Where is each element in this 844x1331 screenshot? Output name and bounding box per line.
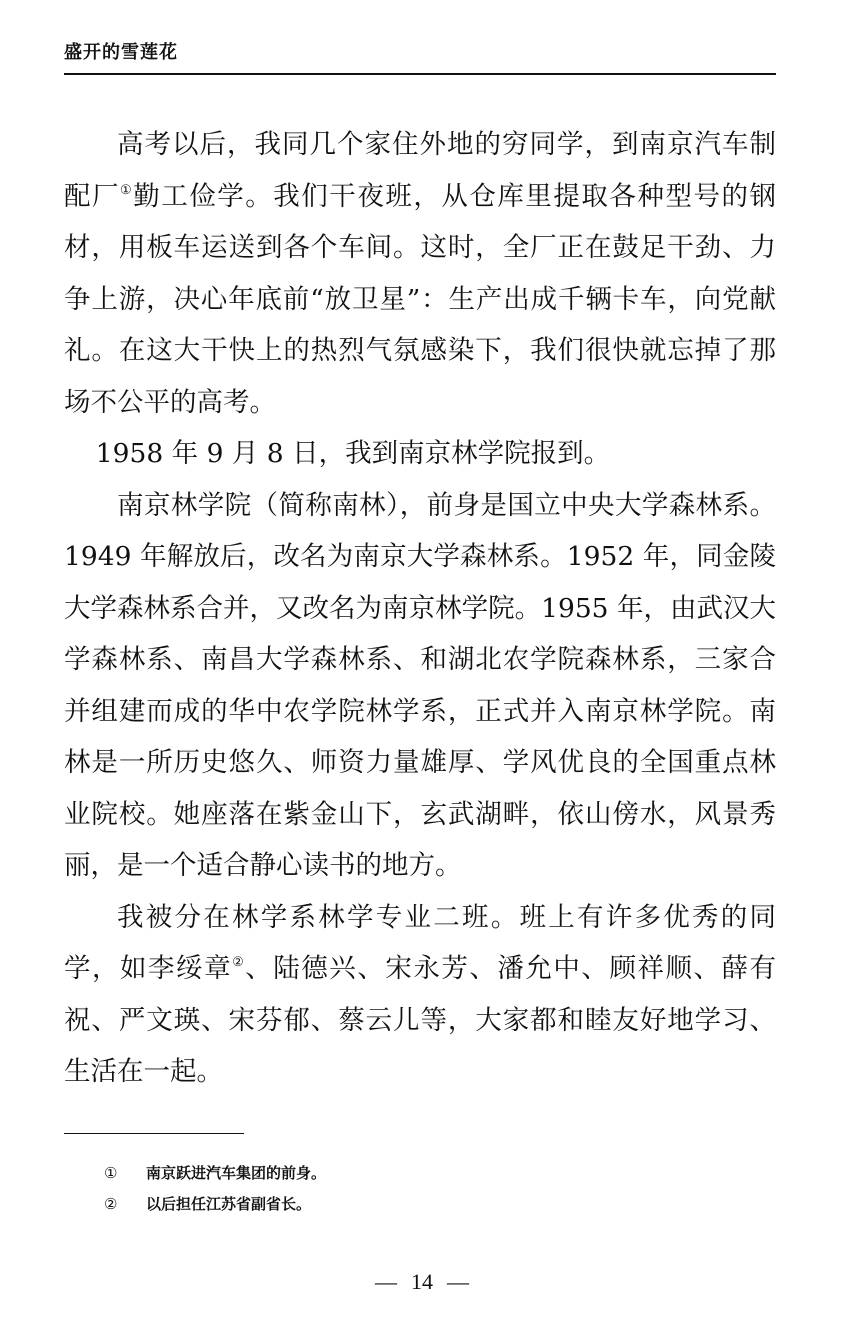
- header-rule: [64, 73, 776, 75]
- paragraph: [64, 892, 776, 1098]
- page-number-value: 14: [411, 1269, 433, 1294]
- footnote: [104, 1189, 764, 1220]
- footnote-number: ②: [104, 1195, 118, 1213]
- footnote-number: ①: [104, 1164, 118, 1182]
- paragraph-text: 勤工俭学。我们干夜班，从仓库里提取各种型号的钢材，用板车运送到各个车间。这时，全厂正在鼓足干劲、力争上游，决心年底前“放卫星”：生产出成千辆卡车，向党献礼。在这大干快上的热烈气氛感染下，我们很快就忘掉了那场不公平的高考。: [64, 180, 777, 418]
- page-number-dash: —: [375, 1269, 397, 1294]
- paragraph-text: 高考以后，我同几个家住外地的穷同学，到南京汽车制配厂: [64, 129, 776, 212]
- paragraph: 1958 年 9 月 8 日，我到南京林学院报到。: [95, 438, 611, 469]
- footnote-text: 以后担任江苏省副省长。: [146, 1195, 312, 1213]
- footnote-marker: ②: [232, 955, 246, 970]
- footnote-text: 南京跃进汽车集团的前身。: [146, 1164, 327, 1182]
- paragraph: 南京林学院（简称南林），前身是国立中央大学森林系。1949 年解放后，改名为南京大学森林系。1952 年，同金陵大学森林系合并，又改名为南京林学院。1955 年，由武汉大学森林系、南昌大学森林系、和湖北农学院森林系，三家合并组建而成的华中农学院林学系，正式并入南京林学院。南林是一所历史悠久、师资力量雄厚、学风优良的全国重点林业院校。她座落在紫金山下，玄武湖畔，依山傍水，风景秀丽，是一个适合静心读书的地方。: [64, 489, 776, 881]
- footnote: [104, 1158, 764, 1189]
- running-header-title: 盛开的雪莲花: [64, 42, 178, 63]
- paragraph-text: 、陆德兴、宋永芳、潘允中、顾祥顺、薛有祝、严文瑛、宋芬郁、蔡云儿等，大家都和睦友好地学习、生活在一起。: [64, 953, 777, 1087]
- paragraph: [64, 119, 776, 428]
- page-number-dash: —: [447, 1269, 469, 1294]
- footnotes: [104, 1158, 764, 1220]
- paragraph-text: 我被分在林学系林学专业二班。班上有许多优秀的同学，如李绥章: [64, 901, 776, 984]
- footnote-rule: [64, 1133, 244, 1134]
- footnote-marker: ①: [120, 182, 134, 198]
- body-text: [64, 119, 776, 1098]
- page-number: [0, 1269, 844, 1295]
